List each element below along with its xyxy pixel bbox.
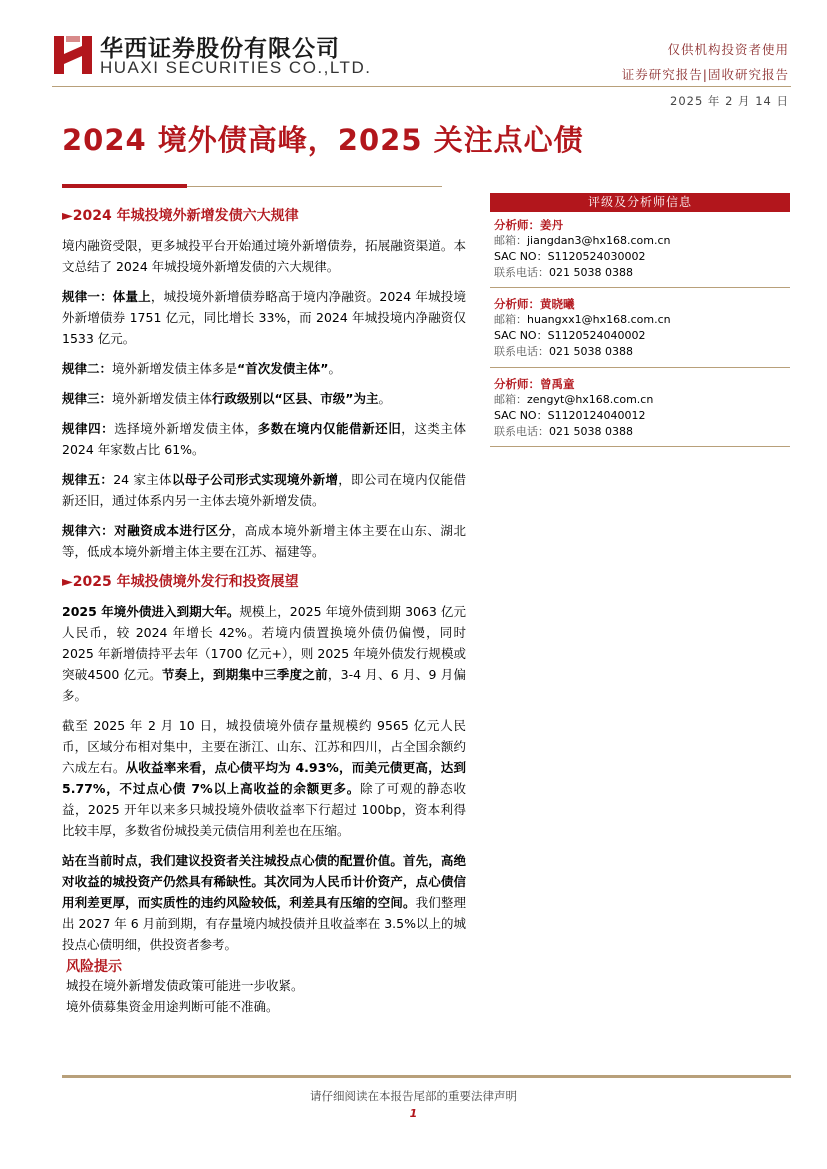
analyst-divider	[490, 367, 790, 368]
rule-2: 规律二：境外新增发债主体多是“首次发债主体”。	[62, 361, 341, 376]
rule-3: 规律三：境外新增发债主体行政级别以“区县、市级”为主。	[62, 391, 391, 406]
rule-4: 规律四：选择境外新增发债主体，多数在境内仅能借新还旧，这类主体 2024 年家数占比 61%。	[62, 421, 466, 457]
company-logo	[52, 32, 94, 78]
section1-heading: ►2024 年城投境外新增发债六大规律	[62, 208, 299, 224]
header-divider	[52, 86, 791, 87]
outlook-para-1: 2025 年境外债进入到期大年。规模上，2025 年境外债到期 3063 亿元人民币，较 2024 年增长 42%。若境内债置换境外债仍偏慢，同时 2025 年新增债持平去年（1700 亿元+），则 2025 年境外债发行规模或突破4500 亿元。节奏上，到期集中三季度之前，3-4 月、6 月、9 月偏多。	[62, 604, 466, 703]
rule-1: 规律一：体量上，城投境外新增债券略高于境内净融资。2024 年城投境外新增债券 1751 亿元，同比增长 33%，而 2024 年城投境内净融资仅 1533 亿元。	[62, 289, 466, 346]
analyst-card-3: 分析师：曾禹童 邮箱：zengyt@hx168.com.cn SAC NO：S1120124040012 联系电话：021 5038 0388	[494, 377, 654, 438]
risk-item-2: 境外债募集资金用途判断可能不准确。	[66, 999, 279, 1014]
company-name-en: HUAXI SECURITIES CO.,LTD.	[100, 58, 372, 77]
usage-note: 仅供机构投资者使用	[667, 42, 789, 57]
section1-intro: 境内融资受限，更多城投平台开始通过境外新增债券，拓展融资渠道。本文总结了 2024 年城投境外新增发债的六大规律。	[62, 238, 466, 274]
outlook-para-2: 截至 2025 年 2 月 10 日，城投债境外债存量规模约 9565 亿元人民币，区域分布相对集中，主要在浙江、山东、江苏和四川，占全国余额约六成左右。从收益率来看，点心债平均为 4.93%，而美元债更高，达到 5.77%，不过点心债 7%以上高收益的余额更多。除了可观的静态收益，2025 开年以来多只城投境外债收益率下行超过 100bp，资本利得比较丰厚，多数省份城投美元债信用利差也在压缩。	[62, 718, 466, 838]
analyst-card-1: 分析师：姜丹 邮箱：jiangdan3@hx168.com.cn SAC NO：S1120524030002 联系电话：021 5038 0388	[494, 218, 671, 279]
rule-6: 规律六：对融资成本进行区分，高成本境外新增主体主要在山东、湖北等，低成本境外新增主体主要在江苏、福建等。	[62, 523, 466, 559]
report-date: 2025 年 2 月 14 日	[670, 94, 789, 108]
analyst-info-heading: 评级及分析师信息	[490, 193, 790, 212]
main-column	[62, 206, 466, 955]
analyst-email[interactable]: jiangdan3@hx168.com.cn	[527, 234, 671, 247]
analyst-email[interactable]: zengyt@hx168.com.cn	[527, 393, 654, 406]
title-accent-bar	[62, 184, 187, 188]
analyst-email[interactable]: huangxx1@hx168.com.cn	[527, 313, 671, 326]
risk-item-1: 城投在境外新增发债政策可能进一步收紧。	[66, 978, 304, 993]
page-number: 1	[409, 1107, 418, 1120]
analyst-divider	[490, 446, 790, 447]
analyst-divider	[490, 287, 790, 288]
legal-disclaimer: 请仔细阅读在本报告尾部的重要法律声明	[310, 1089, 517, 1103]
risk-heading: 风险提示	[66, 959, 122, 975]
section2-heading: ►2025 年城投债境外发行和投资展望	[62, 574, 299, 590]
outlook-para-3: 站在当前时点，我们建议投资者关注城投点心债的配置价值。首先，高绝对收益的城投资产仍然具有稀缺性。其次同为人民币计价资产，点心债信用利差更厚，而实质性的违约风险较低，利差具有压缩的空间。我们整理出 2027 年 6 月前到期，有存量境内城投债并且收益率在 3.5%以上的城投点心债明细，供投资者参考。	[62, 853, 466, 952]
analyst-card-2: 分析师：黄晓曦 邮箱：huangxx1@hx168.com.cn SAC NO：S1120524040002 联系电话：021 5038 0388	[494, 297, 671, 358]
rule-5: 规律五：24 家主体以母子公司形式实现境外新增，即公司在境内仅能借新还旧，通过体系内另一主体去境外新增发债。	[62, 472, 466, 508]
report-type: 证券研究报告|固收研究报告	[621, 67, 789, 82]
page-title: 2024 境外债高峰，2025 关注点心债	[62, 123, 584, 157]
footer-divider	[62, 1075, 791, 1078]
title-divider	[187, 186, 442, 187]
company-name-cn: 华西证券股份有限公司	[100, 35, 340, 62]
